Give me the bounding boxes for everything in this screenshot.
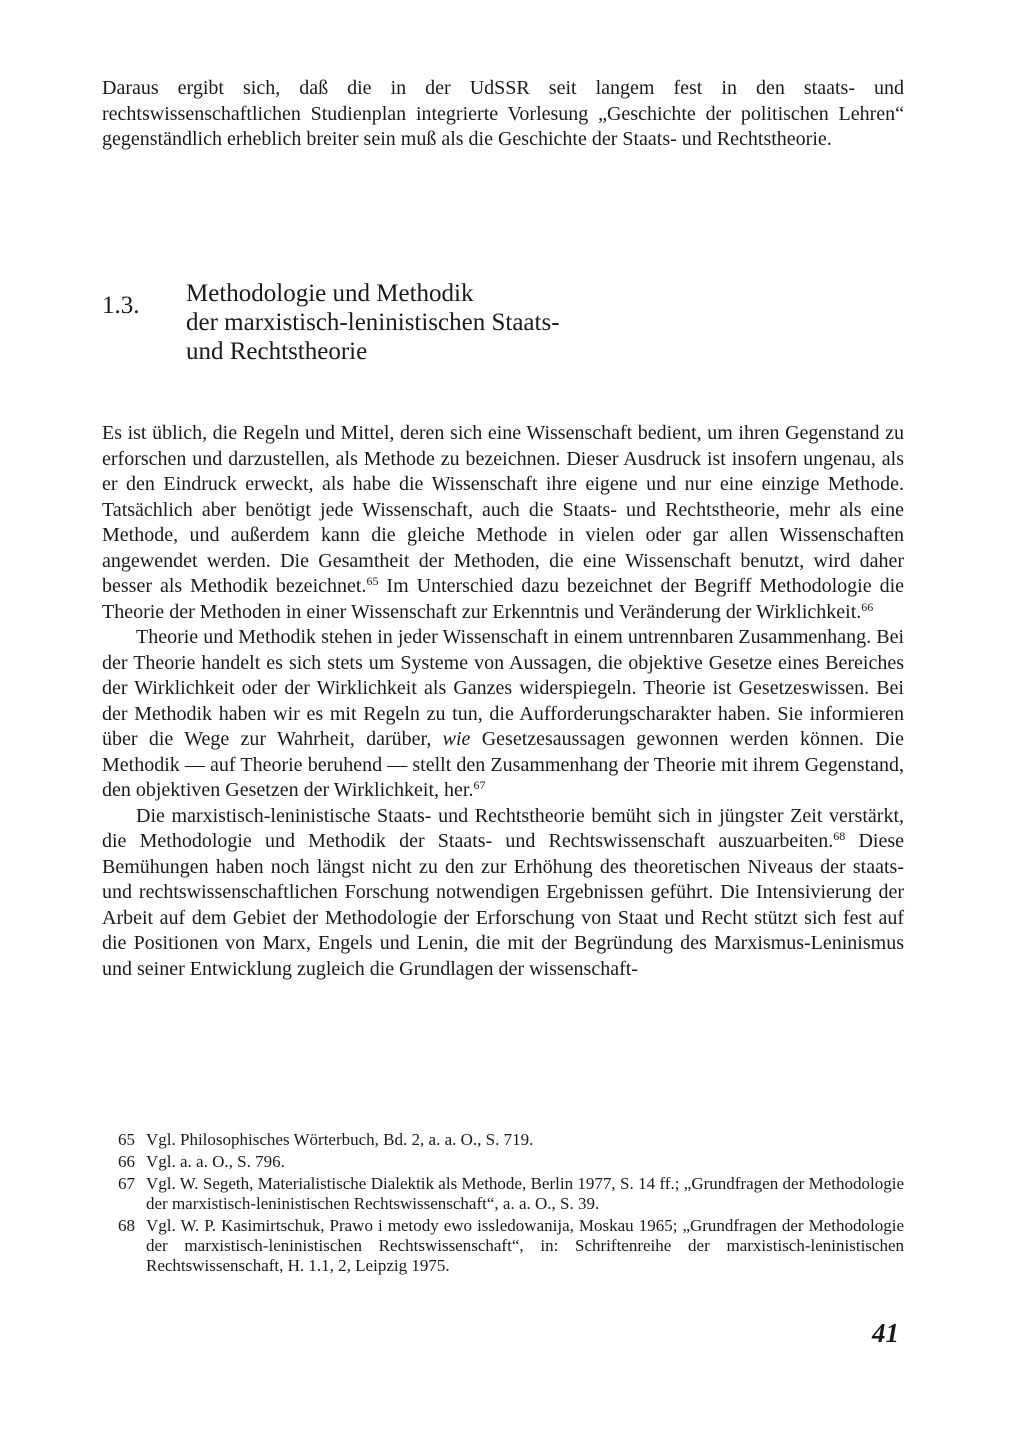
- section-heading: [186, 279, 706, 366]
- footnote-text: Vgl. W. P. Kasimirtschuk, Prawo i metody ewo issledowanija, Moskau 1965; „Grundfragen der Methodologie der marxistisch-leninistischen Rechtswissenschaft“, in: Schriftenreihe der marxistisch-leninistischen Rechtswissenschaft, H. 1.1, 2, Leipzig 1975.: [146, 1216, 904, 1275]
- section-title-line: Methodologie und Methodik: [186, 280, 474, 307]
- footnote-number: 68: [118, 1216, 135, 1235]
- paragraph-3-text-b: Diese Bemühungen haben noch längst nicht zu den zur Erhöhung des theoretischen Niveaus der staats- und rechtswissenschaftlichen Forschung notwendigen Ergebnissen geführt. Die Intensivierung der Arbeit auf dem Gebiet der Methodologie der Erforschung von Staat und Recht stützt sich fest auf die Positionen von Marx, Engels und Lenin, die mit der Begründung des Marxismus-Leninismus und seiner Entwicklung zugleich die Grundlagen der wissenschaft-: [102, 830, 904, 980]
- section-title-line: und Rechtstheorie: [186, 338, 368, 365]
- footnote-number: 67: [118, 1174, 135, 1193]
- footnote: [118, 1174, 904, 1214]
- footnote-ref-67: 67: [473, 778, 486, 792]
- paragraph-3-text-a: Die marxistisch-leninistische Staats- und Rechtstheorie bemüht sich in jüngster Zeit verstärkt, die Methodologie und Methodik der Staats- und Rechtswissenschaft auszuarbeiten.: [102, 804, 904, 852]
- footnote-ref-66: 66: [861, 599, 874, 614]
- emphasis-wie: wie: [442, 728, 471, 750]
- paragraph-2-text-a: Theorie und Methodik stehen in jeder Wissenschaft in einem untrennbaren Zusammenhang. Bei der Theorie handelt es sich stets um Systeme von Aussagen, die objektive Gesetze eines Bereiches der Wirklichkeit oder der Wirklichkeit als Ganzes widerspiegeln. Theorie ist Gesetzeswissen. Bei der Methodik haben wir es mit Regeln zu tun, die Aufforderungscharakter haben. Sie informieren über die Wege zur Wahrheit, darüber,: [102, 626, 904, 750]
- intro-paragraph: [102, 76, 904, 153]
- paragraph-1: [102, 421, 904, 625]
- footnote-ref-68: 68: [833, 829, 846, 843]
- footnote-number: 65: [118, 1130, 135, 1149]
- footnote: [118, 1216, 904, 1276]
- footnote-text: Vgl. Philosophisches Wörterbuch, Bd. 2, a. a. O., S. 719.: [146, 1130, 534, 1149]
- footnote-text: Vgl. W. Segeth, Materialistische Dialektik als Methode, Berlin 1977, S. 14 ff.; „Grundfragen der Methodologie der marxistisch-leninistischen Rechtswissenschaft“, a. a. O., S. 39.: [146, 1174, 904, 1213]
- footnote-ref-65: 65: [366, 574, 379, 588]
- footnote-number: 66: [118, 1152, 135, 1171]
- footnotes: [118, 1130, 904, 1278]
- footnote: [118, 1130, 904, 1150]
- paragraph-1-text-a: Es ist üblich, die Regeln und Mittel, deren sich eine Wissenschaft bedient, um ihren Gegenstand zu erforschen und darzustellen, als Methode zu bezeichnen. Dieser Ausdruck ist insofern ungenau, als er den Eindruck erweckt, als habe die Wissenschaft ihre eigene und nur eine einzige Methode. Tatsächlich aber benötigt jede Wissenschaft, auch die Staats- und Rechtstheorie, mehr als eine Methode, und außerdem kann die gleiche Methode in vielen oder gar allen Wissenschaften angewendet werden. Die Gesamtheit der Methoden, die eine Wissenschaft benutzt, wird daher besser als Methodik bezeichnet.: [102, 422, 904, 597]
- intro-text: Daraus ergibt sich, daß die in der UdSSR seit langem fest in den staats- und rechtswissenschaftlichen Studienplan integrierte Vorlesung „Geschichte der politischen Lehren“ gegenständlich erheblich breiter sein muß als die Geschichte der Staats- und Rechtstheorie.: [102, 77, 904, 150]
- footnote-text: Vgl. a. a. O., S. 796.: [146, 1152, 285, 1171]
- body-text: [102, 421, 904, 982]
- page-number: 41: [872, 1318, 899, 1348]
- paragraph-1-text-b: Im Unterschied dazu bezeichnet der Begriff Methodologie die Theorie der Methoden in einer Wissenschaft zur Erkenntnis und Veränderung der Wirklichkeit.: [102, 575, 905, 623]
- section-number: 1.3.: [102, 292, 140, 319]
- paragraph-2-text-b: Gesetzesaussagen gewonnen werden können. Die Methodik — auf Theorie beruhend — stellt den Zusammenhang der Theorie mit ihrem Gegenstand, den objektiven Gesetzen der Wirklichkeit, her.: [102, 728, 904, 801]
- section-title-line: der marxistisch-leninistischen Staats-: [186, 309, 560, 336]
- footnote: [118, 1152, 904, 1172]
- paragraph-2: [102, 625, 904, 804]
- paragraph-3: [102, 804, 904, 983]
